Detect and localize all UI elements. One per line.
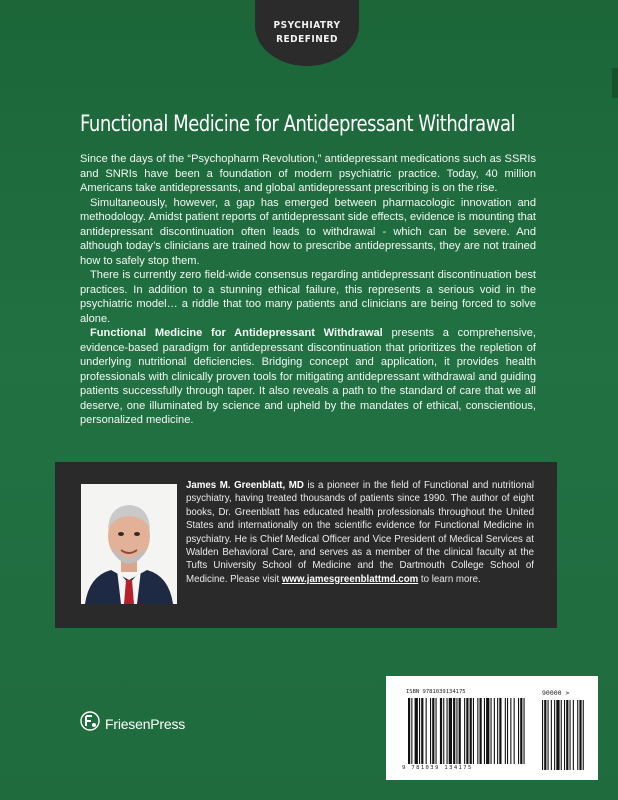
paragraph-4 xyxy=(80,326,536,428)
edge-strip xyxy=(612,68,618,98)
paragraph-2-text: Simultaneously, however, a gap has emerged between pharmacologic innovation and methodology. Amidst patient reports of antidepressant side effects, evidence is mounting that antidepressant discontinuation often leads to withdrawal - which can be severe. And although today’s clinicians are trained how to prescribe antidepressants, they are not trained how to safely stop them. xyxy=(80,196,536,267)
bio-body: is a pioneer in the field of Functional and nutritional psychiatry, having treated thousands of patients since 1990. The author of eight books, Dr. Greenblatt has educated health professionals throughout the United States and internationally on the scientific evidence for Functional Medicine in psychiatry. He is Chief Medical Officer and Vice President of Medical Services at Walden Behavioral Care, and serves as a member of the clinical faculty at the Tufts University School of Medicine and the Dartmouth College School of Medicine. Please visit xyxy=(186,480,534,585)
author-bio xyxy=(186,479,534,586)
paragraph-2 xyxy=(80,196,536,269)
isbn-text: ISBN 9781039134175 xyxy=(406,689,466,695)
author-photo xyxy=(81,484,177,604)
paragraph-1 xyxy=(80,152,536,196)
paragraph-3 xyxy=(80,268,536,326)
description xyxy=(80,152,536,428)
friesenpress-logo-icon xyxy=(80,711,100,736)
badge-line-2: REDEFINED xyxy=(276,34,338,45)
series-badge xyxy=(255,0,359,66)
author-website-link[interactable]: www.jamesgreenblattmd.com xyxy=(281,573,419,585)
publisher-logo xyxy=(80,711,185,736)
paragraph-1-text: Since the days of the “Psychopharm Revolution,” antidepressant medications such as SSRIs and SNRIs have been a foundation of modern psychiatric practice. Today, 40 million Americans take antidepressants, and global antidepressant prescribing is on the rise. xyxy=(80,153,536,194)
badge-line-1: PSYCHIATRY xyxy=(273,20,341,31)
barcode-digits: 9 781039 134175 xyxy=(402,765,473,771)
barcode xyxy=(386,676,598,780)
author-name: James M. Greenblatt, MD xyxy=(186,480,304,491)
price-code: 90000 > xyxy=(542,689,570,697)
paragraph-4-text: presents a comprehensive, evidence-based paradigm for antidepressant discontinuation that prioritizes the repletion of underlying nutritional deficiencies. Bridging concept and application, it provides health professionals with clinically proven tools for mitigating antidepressant withdrawal and guiding patients successfully through taper. It also reveals a path to the standard of care that we all deserve, one illuminated by science and upheld by the mandates of ethical, conscientious, personalized medicine. xyxy=(80,327,536,426)
paragraph-3-text: There is currently zero field-wide consensus regarding antidepressant discontinuation best practices. In addition to a stunning ethical failure, this represents a serious void in the psychiatric model… a riddle that too many patients and clinicians are being forced to solve alone. xyxy=(80,269,536,325)
author-bio-box xyxy=(55,462,557,628)
paragraph-4-bold-title: Functional Medicine for Antidepressant Withdrawal xyxy=(90,327,383,339)
publisher-name: FriesenPress xyxy=(105,715,186,732)
bio-tail: to learn more. xyxy=(418,573,481,585)
book-title: Functional Medicine for Antidepressant Withdrawal xyxy=(80,112,516,137)
